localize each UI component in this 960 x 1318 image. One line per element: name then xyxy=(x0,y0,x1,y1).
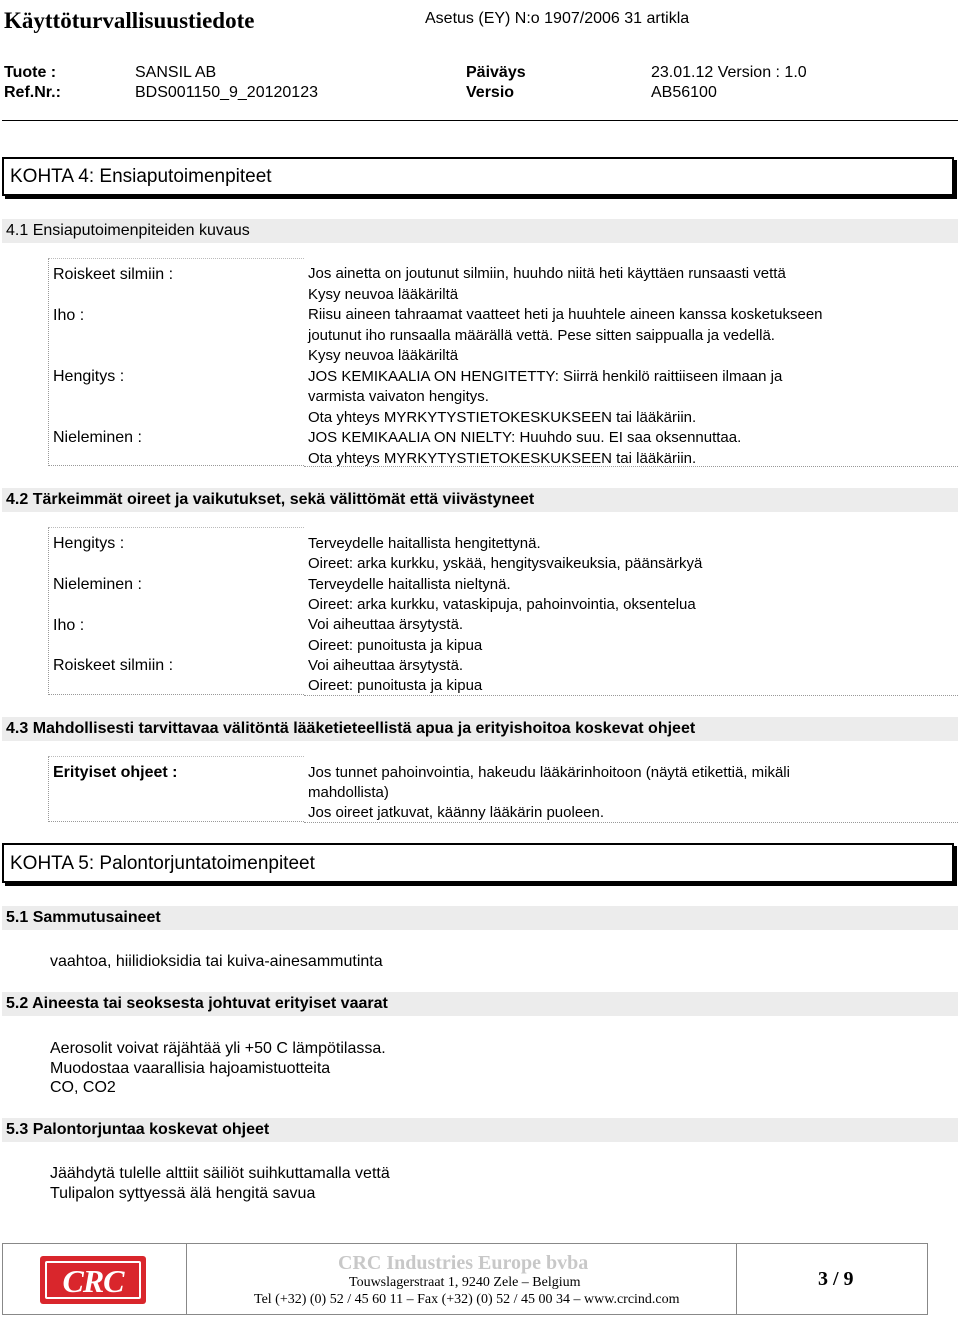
label-inhalation: Hengitys : xyxy=(53,368,125,385)
date-label: Päiväys xyxy=(466,64,526,81)
section-4-heading: KOHTA 4: Ensiaputoimenpiteet xyxy=(2,157,954,196)
crc-logo xyxy=(40,1256,146,1304)
text-line: Kysy neuvoa lääkäriltä xyxy=(308,285,459,303)
label-eyes: Roiskeet silmiin : xyxy=(53,266,174,283)
header-divider xyxy=(2,120,958,121)
product-value: SANSIL AB xyxy=(135,64,217,81)
regulation-reference: Asetus (EY) N:o 1907/2006 31 artikla xyxy=(425,10,690,27)
subsection-5-2-heading: 5.2 Aineesta tai seoksesta johtuvat erityiset vaarat xyxy=(2,992,958,1016)
text-line: joutunut iho runsaalla määrällä vettä. Pese sitten saippualla ja vedellä. xyxy=(308,326,775,344)
text-line: Terveydelle haitallista nieltynä. xyxy=(308,575,511,593)
label-skin: Iho : xyxy=(53,617,85,634)
subsection-4-1-heading: 4.1 Ensiaputoimenpiteiden kuvaus xyxy=(2,219,958,243)
text-line: JOS KEMIKAALIA ON HENGITETTY: Siirrä henkilö raittiiseen ilmaan ja xyxy=(308,367,783,385)
footer-divider xyxy=(736,1243,737,1315)
version-label: Versio xyxy=(466,84,515,101)
footer-divider xyxy=(186,1243,187,1315)
text-line: Ota yhteys MYRKYTYSTIETOKESKUKSEEN tai lääkäriin. xyxy=(308,449,697,467)
text-line: Kysy neuvoa lääkäriltä xyxy=(308,347,459,364)
label-inhalation: Hengitys : xyxy=(53,535,125,552)
label-skin: Iho : xyxy=(53,307,85,324)
label-special-instructions: Erityiset ohjeet : xyxy=(53,764,178,781)
subsection-5-3-heading: 5.3 Palontorjuntaa koskevat ohjeet xyxy=(2,1118,958,1142)
date-value: 23.01.12 Version : 1.0 xyxy=(651,64,807,81)
subsection-4-2-heading: 4.2 Tärkeimmät oireet ja vaikutukset, sekä välittömät että viivästyneet xyxy=(2,488,958,512)
ref-label: Ref.Nr.: xyxy=(4,84,61,101)
text-line: Riisu aineen tahraamat vaatteet heti ja huuhtele aineen kanssa kosketukseen xyxy=(308,306,823,323)
document-title: Käyttöturvallisuustiedote xyxy=(4,8,255,33)
ref-value: BDS001150_9_20120123 xyxy=(135,84,318,101)
label-column-4-2 xyxy=(48,527,304,695)
text-line: Oireet: arka kurkku, vataskipuja, pahoinvointia, oksentelua xyxy=(308,595,696,613)
text-line: Oireet: punoitusta ja kipua xyxy=(308,677,483,695)
subsection-4-3-heading: 4.3 Mahdollisesti tarvittavaa välitöntä lääketieteellistä apua ja erityishoitoa koskevat ohjeet xyxy=(2,717,958,741)
label-eyes: Roiskeet silmiin : xyxy=(53,657,174,674)
text-line: Jos ainetta on joutunut silmiin, huuhdo niitä heti käyttäen runsaasti vettä xyxy=(308,265,786,282)
text-line: JOS KEMIKAALIA ON NIELTY: Huuhdo suu. EI saa oksennuttaa. xyxy=(308,429,742,446)
text-line: Muodostaa vaarallisia hajoamistuotteita xyxy=(50,1059,331,1077)
text-line: Voi aiheuttaa ärsytystä. xyxy=(308,616,464,634)
text-line: varmista vaivaton hengitys. xyxy=(308,388,489,405)
company-name: CRC Industries Europe bvba xyxy=(338,1252,589,1274)
version-value: AB56100 xyxy=(651,84,717,101)
text-line: Jäähdytä tulelle alttiit säiliöt suihkuttamalla vettä xyxy=(50,1165,390,1182)
text-line: Terveydelle haitallista hengitettynä. xyxy=(308,535,541,552)
section-5-heading: KOHTA 5: Palontorjuntatoimenpiteet xyxy=(2,843,954,883)
page-number: 3 / 9 xyxy=(818,1268,854,1290)
text-line: Jos oireet jatkuvat, käänny lääkärin puoleen. xyxy=(308,804,605,821)
company-address: Touwslagerstraat 1, 9240 Zele – Belgium xyxy=(349,1275,581,1290)
text-line: CO, CO2 xyxy=(50,1079,116,1096)
text-line: Aerosolit voivat räjähtää yli +50 C lämpötilassa. xyxy=(50,1040,386,1057)
label-column-4-3 xyxy=(48,756,304,822)
text-line: Oireet: arka kurkku, yskää, hengitysvaikeuksia, päänsärkyä xyxy=(308,555,703,573)
company-contact: Tel (+32) (0) 52 / 45 60 11 – Fax (+32) (0) 52 / 45 00 34 – www.crcind.com xyxy=(254,1292,680,1307)
subsection-5-1-heading: 5.1 Sammutusaineet xyxy=(2,906,958,930)
label-ingestion: Nieleminen : xyxy=(53,576,142,593)
text-line: Voi aiheuttaa ärsytystä. xyxy=(308,656,464,674)
crc-logo-text: CRC xyxy=(45,1261,141,1299)
text-line: Tulipalon syttyessä älä hengitä savua xyxy=(50,1185,316,1202)
text-line: vaahtoa, hiilidioksidia tai kuiva-ainesammutinta xyxy=(50,953,383,970)
product-label: Tuote : xyxy=(4,64,57,81)
text-line: Ota yhteys MYRKYTYSTIETOKESKUKSEEN tai lääkäriin. xyxy=(308,408,697,426)
label-ingestion: Nieleminen : xyxy=(53,429,142,446)
text-line: Jos tunnet pahoinvointia, hakeudu lääkärinhoitoon (näytä etikettiä, mikäli xyxy=(308,764,790,781)
text-line: Oireet: punoitusta ja kipua xyxy=(308,636,483,654)
label-column-4-1 xyxy=(48,258,304,466)
text-line: mahdollista) xyxy=(308,784,389,801)
